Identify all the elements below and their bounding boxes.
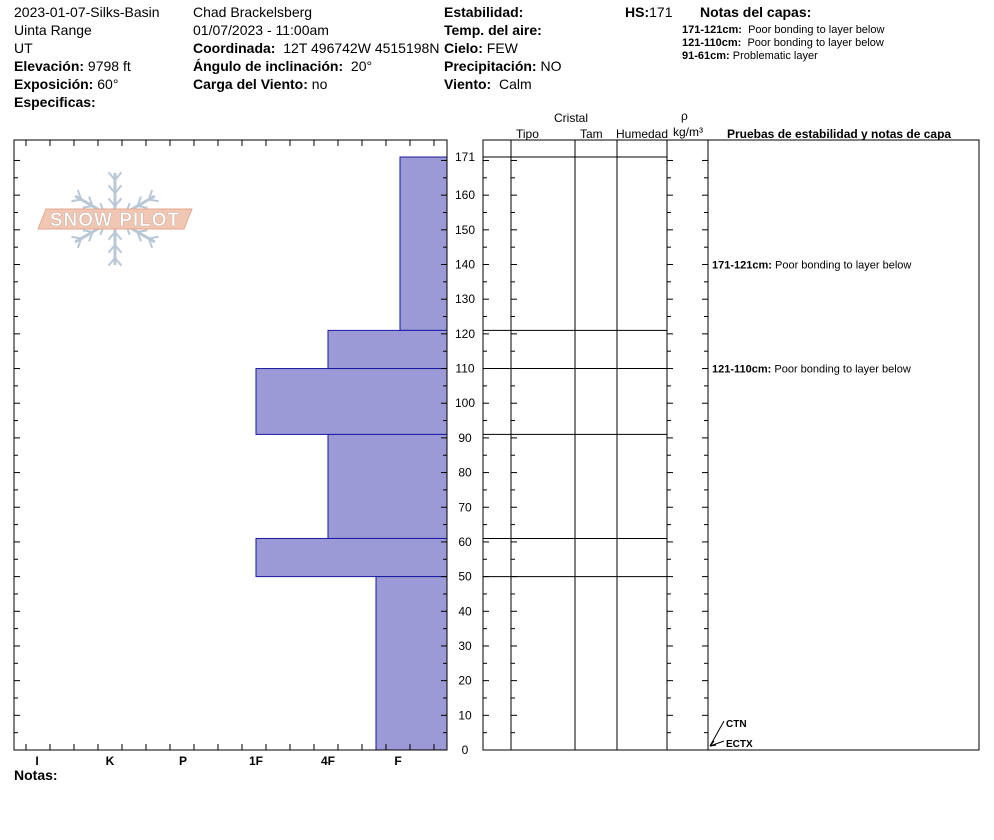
coordinate-label: Coordinada: xyxy=(193,40,276,56)
wind-load-label: Carga del Viento: xyxy=(193,76,308,92)
elevation-value: 9798 ft xyxy=(87,58,131,74)
depth-tick-label: 100 xyxy=(454,396,476,411)
wind-load-value: no xyxy=(311,76,328,92)
layer-note-text: Problematic layer xyxy=(732,50,818,62)
depth-tick-label: 0 xyxy=(461,743,469,757)
layer-notes-title: Notas del capas: xyxy=(700,4,812,20)
depth-tick-label: 30 xyxy=(458,638,472,653)
hardness-tick-label: 4F xyxy=(320,754,336,768)
depth-tick-label: 110 xyxy=(455,361,475,376)
depth-tick-label: 160 xyxy=(454,188,476,203)
layer-note-text: Poor bonding to layer below xyxy=(748,24,885,36)
col-tests-notes: Pruebas de estabilidad y notas de capa xyxy=(727,127,952,141)
specifics-label: Especificas: xyxy=(14,94,96,110)
precip-label: Precipitación: xyxy=(444,58,537,74)
notes-label: Notas: xyxy=(14,767,58,783)
hardness-tick-label: I xyxy=(35,754,39,768)
wind-label: Viento: xyxy=(444,76,492,92)
precip-value: NO xyxy=(540,58,562,74)
col-size: Tam xyxy=(580,127,603,141)
layer-note-range: 121-110cm: xyxy=(682,37,742,49)
slope-label: Ángulo de inclinación: xyxy=(193,58,344,74)
layer-note-range: 171-121cm: xyxy=(682,24,742,36)
layer-table-frame xyxy=(483,140,979,750)
hardness-tick-label: F xyxy=(394,754,402,768)
col-moisture: Humedad xyxy=(616,127,669,141)
aspect-label: Exposición: xyxy=(14,76,94,92)
hs-value: 171 xyxy=(649,4,673,20)
snowflake-branch xyxy=(138,206,148,208)
depth-tick-label: 70 xyxy=(458,500,472,515)
snowpilot-logo xyxy=(38,172,192,265)
col-density-unit: kg/m³ xyxy=(673,125,703,139)
layer-note-text: Poor bonding to layer below xyxy=(747,37,884,49)
hardness-bar xyxy=(376,577,447,750)
stability-label: Estabilidad: xyxy=(444,4,524,20)
state-name: UT xyxy=(14,40,33,56)
aspect-value: 60° xyxy=(97,76,119,92)
stability-test-note: 121-110cm: Poor bonding to layer below xyxy=(712,363,911,376)
wind-value: Calm xyxy=(498,76,532,92)
hardness-bar xyxy=(328,434,447,538)
depth-tick-label: 60 xyxy=(458,534,472,549)
snowflake-branch xyxy=(71,237,81,239)
observation-datetime: 01/07/2023 - 11:00am xyxy=(193,22,329,38)
snowflake-branch xyxy=(83,206,93,208)
test-marker-label: ECTX xyxy=(726,739,753,750)
snowflake-branch xyxy=(71,200,81,202)
site-name: 2023-01-07-Silks-Basin xyxy=(14,4,160,20)
air-temp-label: Temp. del aire: xyxy=(444,22,542,38)
sky-label: Cielo: xyxy=(444,40,483,56)
sky-value: FEW xyxy=(486,40,518,56)
depth-tick-label: 80 xyxy=(458,465,472,480)
depth-tick-label: 120 xyxy=(454,326,476,341)
logo-text: SNOW PILOT xyxy=(49,210,181,231)
depth-tick-label: 20 xyxy=(458,673,472,688)
test-marker-label: CTN xyxy=(726,719,747,730)
elevation-label: Elevación: xyxy=(14,58,85,74)
hs-label: HS: xyxy=(625,4,650,20)
slope-value: 20° xyxy=(350,58,373,74)
col-rho: ρ xyxy=(681,109,688,123)
observer-name: Chad Brackelsberg xyxy=(193,4,313,20)
hardness-bar xyxy=(400,157,447,330)
col-crystal: Cristal xyxy=(554,111,589,125)
hardness-tick-label: P xyxy=(178,754,188,768)
range-name: Uinta Range xyxy=(14,22,92,38)
depth-tick-label: 130 xyxy=(454,292,476,307)
hardness-bar xyxy=(256,369,447,435)
depth-tick-label: 140 xyxy=(454,257,476,272)
hardness-tick-label: K xyxy=(105,754,115,768)
col-type: Tipo xyxy=(516,127,539,141)
depth-tick-label: 150 xyxy=(454,222,476,237)
layer-note-range: 91-61cm: xyxy=(682,50,730,62)
depth-tick-label: 171 xyxy=(454,150,476,164)
hardness-tick-label: 1F xyxy=(248,754,264,768)
hardness-bar xyxy=(256,538,447,576)
hardness-bar xyxy=(328,330,447,368)
coordinate-value: 12T 496742W 4515198N xyxy=(283,40,440,56)
snowflake-branch xyxy=(149,200,159,202)
depth-tick-label: 10 xyxy=(458,708,472,723)
stability-test-note: 171-121cm: Poor bonding to layer below xyxy=(712,259,912,272)
depth-tick-label: 40 xyxy=(458,604,472,619)
depth-tick-label: 90 xyxy=(458,430,472,445)
depth-tick-label: 50 xyxy=(458,569,472,584)
snowflake-branch xyxy=(149,237,159,239)
